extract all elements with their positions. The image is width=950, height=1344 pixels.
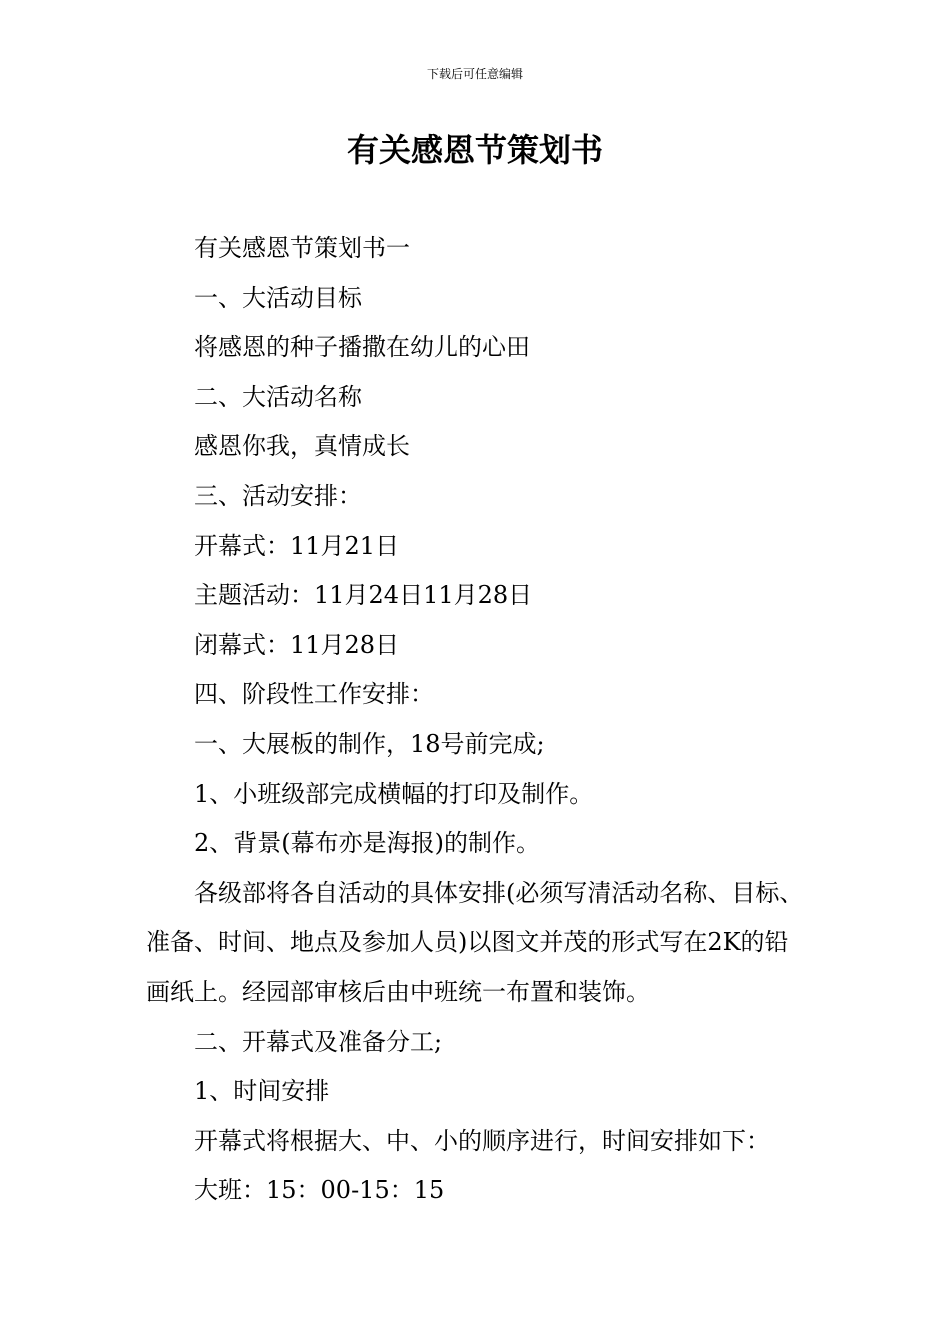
paragraph-goal: 将感恩的种子播撒在幼儿的心田: [194, 333, 530, 362]
page-header-note: 下载后可任意编辑: [426, 67, 523, 81]
paragraph-theme-dates: 主题活动：11月24日11月28日: [194, 581, 533, 610]
paragraph-time-order: 开幕式将根据大、中、小的顺序进行，时间安排如下：: [194, 1126, 770, 1155]
paragraph-name: 感恩你我，真情成长: [194, 432, 410, 461]
paragraph-opening-date: 开幕式：11月21日: [194, 531, 400, 560]
paragraph-banner: 1、小班级部完成横幅的打印及制作。: [194, 779, 594, 808]
paragraph-heading-name: 二、大活动名称: [194, 382, 362, 411]
paragraph-requirements: 各级部将各自活动的具体安排(必须写清活动名称、目标、准备、时间、地点及参加人员)以图文并茂的形式写在2K的铅画纸上。经园部审核后由中班统一布置和装饰。: [146, 878, 804, 1006]
paragraph-heading-goal: 一、大活动目标: [194, 283, 362, 312]
paragraph-backdrop: 2、背景(幕布亦是海报)的制作。: [194, 829, 540, 858]
paragraph-heading-schedule: 三、活动安排：: [194, 481, 362, 510]
document-body: [146, 224, 810, 1216]
paragraph-subtitle: 有关感恩节策划书一: [194, 234, 410, 262]
document-title: 有关感恩节策划书: [346, 131, 603, 169]
paragraph-senior-class-time: 大班：15：00-15：15: [194, 1176, 445, 1205]
paragraph-time-heading: 1、时间安排: [194, 1077, 330, 1106]
paragraph-board: 一、大展板的制作，18号前完成;: [194, 729, 545, 758]
paragraph-heading-phases: 四、阶段性工作安排：: [194, 680, 434, 709]
paragraph-closing-date: 闭幕式：11月28日: [194, 630, 400, 659]
paragraph-heading-opening: 二、开幕式及准备分工;: [194, 1027, 443, 1056]
